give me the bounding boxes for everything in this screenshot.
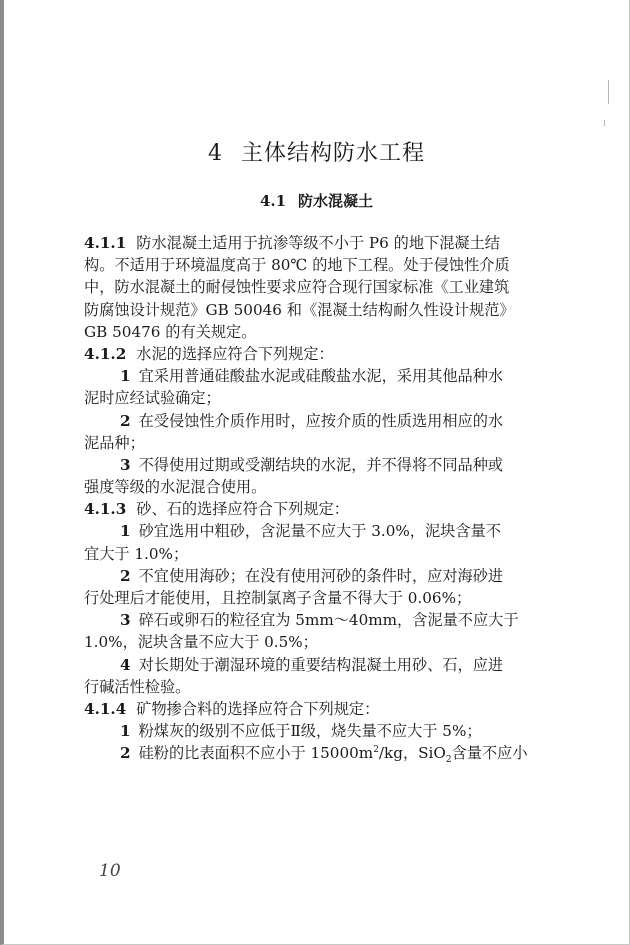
clause-line: [84, 321, 582, 343]
clause-text: 防水混凝土适用于抗渗等级不小于 P6 的地下混凝土结: [136, 234, 500, 252]
scan-edge-mark: [608, 80, 609, 104]
item-text: 行碱活性检验。: [84, 677, 191, 696]
item-text: 宜大于 1.0%；: [84, 544, 189, 563]
item-text: 在受侵蚀性介质作用时，应按介质的性质选用相应的水: [138, 411, 504, 430]
item-text: 不得使用过期或受潮结块的水泥，并不得将不同品种或: [138, 455, 504, 474]
item-text: 粉煤灰的级别不应低于Ⅱ级，烧失量不应大于 5%；: [138, 722, 482, 741]
item-text: 砂宜选用中粗砂，含泥量不应大于 3.0%，泥块含量不: [138, 522, 501, 541]
list-item: [84, 742, 582, 764]
list-item: [84, 565, 582, 587]
list-item: [84, 365, 582, 387]
list-item: [84, 720, 582, 742]
list-item: [84, 410, 582, 432]
item-text: 碎石或卵石的粒径宜为 5mm～40mm，含泥量不应大于: [138, 611, 519, 630]
clause-line: [84, 299, 582, 321]
superscript: 2: [373, 745, 379, 756]
clause-line: [84, 254, 582, 276]
clause-text: 防腐蚀设计规范》GB 50046 和《混凝土结构耐久性设计规范》: [84, 300, 515, 319]
clause-line: [84, 343, 582, 365]
item-number: 1: [120, 522, 131, 541]
clause-number: 4.1.3: [84, 500, 127, 519]
item-number: 1: [120, 367, 131, 386]
page-number: 10: [99, 861, 121, 881]
list-item-continuation: [84, 676, 582, 698]
chapter-heading: [4, 136, 629, 167]
item-text: 硅粉的比表面积不应小于 15000m: [138, 744, 374, 763]
item-number: 2: [120, 566, 131, 585]
item-text: 1.0%，泥块含量不应大于 0.5%；: [84, 633, 318, 652]
item-number: 2: [120, 744, 131, 763]
subscript: 2: [445, 755, 452, 766]
list-item-continuation: [84, 543, 582, 565]
list-item: [84, 654, 582, 676]
chapter-number: 4: [207, 141, 223, 166]
clause-line: [84, 498, 582, 520]
clause-line: [84, 276, 582, 298]
list-item-continuation: [84, 587, 582, 609]
section-title: 防水混凝土: [298, 192, 374, 210]
item-number: 3: [120, 455, 131, 474]
list-item: [84, 520, 582, 542]
scan-edge-mark: [604, 120, 605, 126]
item-text: 不宜使用海砂；在没有使用河砂的条件时，应对海砂进: [138, 566, 504, 585]
item-text: /kg，SiO: [378, 744, 446, 763]
item-text: 对长期处于潮湿环境的重要结构混凝土用砂、石，应进: [138, 655, 504, 674]
body-text: [84, 232, 582, 765]
list-item-continuation: [84, 631, 582, 653]
clause-line: [84, 232, 582, 254]
clause-number: 4.1.2: [84, 344, 127, 363]
section-number: 4.1: [259, 192, 287, 210]
item-text: 行处理后才能使用，且控制氯离子含量不得大于 0.06%；: [84, 589, 472, 607]
item-text: 强度等级的水泥混合使用。: [84, 478, 267, 497]
item-number: 1: [120, 722, 131, 741]
item-number: 3: [120, 611, 131, 630]
clause-text: 中，防水混凝土的耐侵蚀性要求应符合现行国家标准《工业建筑: [84, 278, 510, 297]
list-item-continuation: [84, 476, 582, 498]
item-text: 宜采用普通硅酸盐水泥或硅酸盐水泥，采用其他品种水: [138, 367, 504, 386]
clause-text: 水泥的选择应符合下列规定：: [136, 344, 334, 363]
item-text: 泥时应经试验确定；: [84, 389, 221, 408]
item-number: 4: [120, 655, 131, 674]
item-text: 含量不应小: [451, 744, 528, 763]
item-number: 2: [120, 411, 131, 430]
list-item: [84, 454, 582, 476]
list-item-continuation: [84, 432, 582, 454]
clause-text: 构。不适用于环境温度高于 80℃ 的地下工程。处于侵蚀性介质: [84, 256, 510, 275]
clause-line: [84, 698, 582, 720]
clause-text: GB 50476 的有关规定。: [84, 322, 257, 341]
list-item-continuation: [84, 387, 582, 409]
clause-text: 矿物掺合料的选择应符合下列规定：: [136, 699, 380, 718]
item-text: 泥品种；: [84, 433, 145, 452]
clause-text: 砂、石的选择应符合下列规定：: [136, 500, 349, 519]
section-heading: [4, 190, 629, 211]
clause-number: 4.1.4: [84, 699, 127, 718]
chapter-title: 主体结构防水工程: [240, 141, 425, 166]
list-item: [84, 609, 582, 631]
clause-number: 4.1.1: [84, 234, 127, 252]
